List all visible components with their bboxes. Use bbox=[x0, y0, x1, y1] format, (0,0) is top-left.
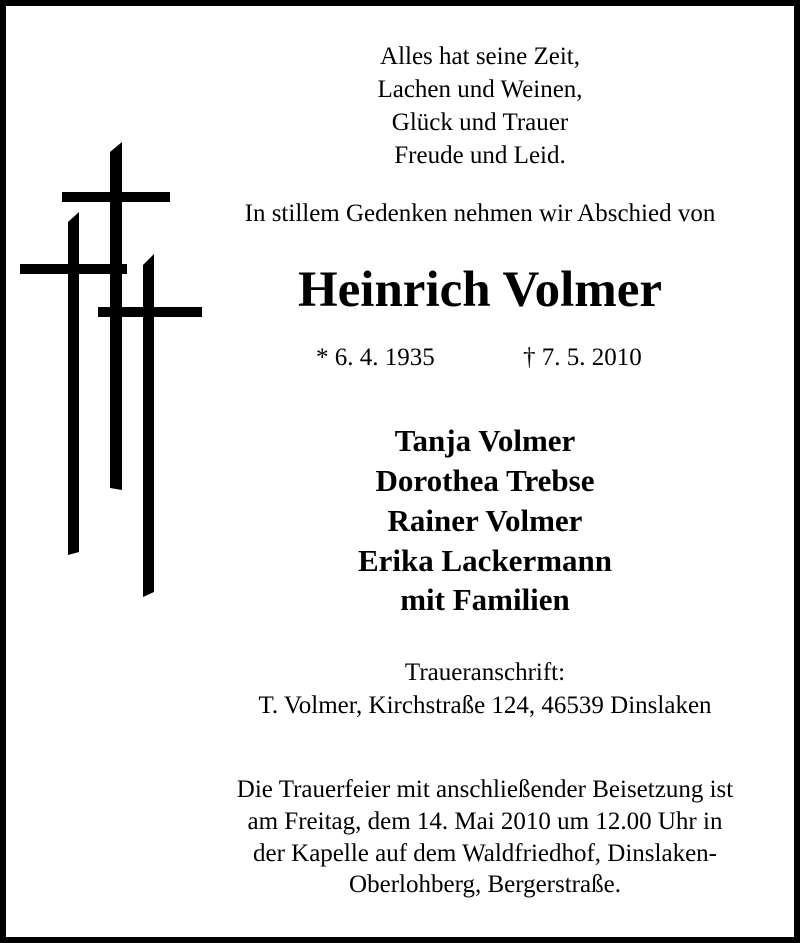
mourner-5: mit Familien bbox=[400, 582, 570, 617]
mourner-2: Dorothea Trebse bbox=[375, 463, 595, 498]
verse-line-3: Glück und Trauer bbox=[391, 109, 569, 136]
verse-line-2: Lachen und Weinen, bbox=[377, 76, 583, 103]
service-line-3: der Kapelle auf dem Waldfriedhof, Dinslaken- bbox=[252, 840, 717, 867]
verse-line-1: Alles hat seine Zeit, bbox=[380, 43, 580, 70]
service-line-4: Oberlohberg, Bergerstraße. bbox=[349, 871, 621, 898]
service-line-1: Die Trauerfeier mit anschließender Beisetzung ist bbox=[236, 776, 734, 803]
address-label: Traueranschrift: bbox=[404, 659, 566, 686]
intro-text: In stillem Gedenken nehmen wir Abschied von bbox=[244, 200, 716, 227]
death-date: † 7. 5. 2010 bbox=[523, 344, 642, 371]
service-line-2: am Freitag, dem 14. Mai 2010 um 12.00 Uhr in bbox=[247, 808, 723, 835]
mourner-4: Erika Lackermann bbox=[357, 543, 613, 578]
deceased-name: Heinrich Volmer bbox=[297, 262, 663, 318]
birth-date: * 6. 4. 1935 bbox=[316, 344, 435, 371]
address-value: T. Volmer, Kirchstraße 124, 46539 Dinslaken bbox=[258, 692, 712, 719]
mourner-1: Tanja Volmer bbox=[394, 423, 576, 458]
verse-line-4: Freude und Leid. bbox=[394, 142, 566, 169]
mourner-3: Rainer Volmer bbox=[387, 503, 583, 538]
